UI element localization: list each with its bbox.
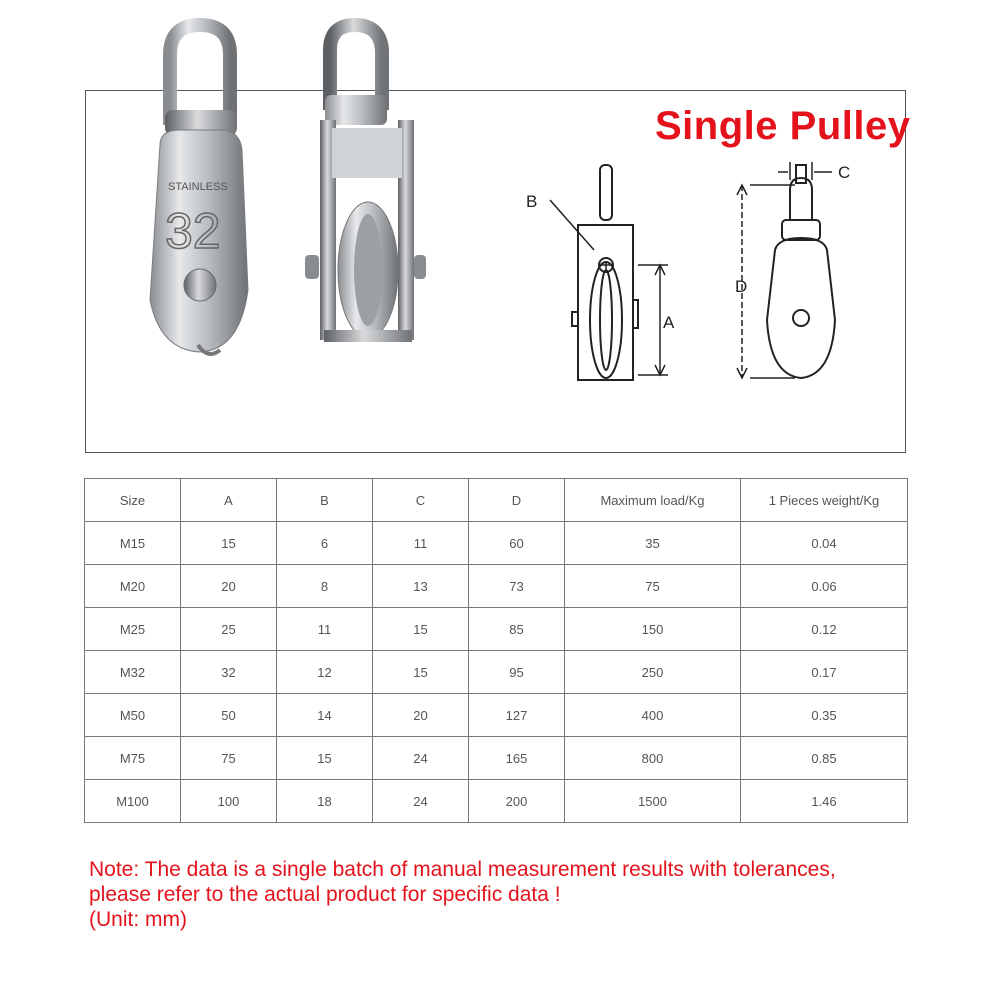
cell-max-load: 75 — [565, 565, 741, 608]
cell-a: 32 — [181, 651, 277, 694]
cell-weight: 0.85 — [741, 737, 908, 780]
cell-max-load: 150 — [565, 608, 741, 651]
cell-b: 18 — [277, 780, 373, 823]
cell-d: 60 — [469, 522, 565, 565]
pulley-side-photo — [305, 25, 426, 342]
cell-size: M75 — [85, 737, 181, 780]
product-photos — [120, 0, 460, 380]
cell-size: M20 — [85, 565, 181, 608]
cell-size: M50 — [85, 694, 181, 737]
cell-max-load: 1500 — [565, 780, 741, 823]
cell-c: 24 — [373, 737, 469, 780]
cell-weight: 0.06 — [741, 565, 908, 608]
cell-b: 12 — [277, 651, 373, 694]
table-row — [85, 565, 908, 608]
cell-a: 15 — [181, 522, 277, 565]
cell-d: 200 — [469, 780, 565, 823]
note-line-1: Note: The data is a single batch of manual measurement results with tolerances, — [89, 858, 836, 881]
cell-d: 95 — [469, 651, 565, 694]
cell-weight: 1.46 — [741, 780, 908, 823]
header-max-load: Maximum load/Kg — [565, 479, 741, 522]
cell-c: 15 — [373, 651, 469, 694]
cell-d: 73 — [469, 565, 565, 608]
cell-a: 75 — [181, 737, 277, 780]
cell-b: 6 — [277, 522, 373, 565]
table-row — [85, 694, 908, 737]
label-d: D — [735, 277, 748, 296]
cell-size: M100 — [85, 780, 181, 823]
cell-c: 13 — [373, 565, 469, 608]
header-d: D — [469, 479, 565, 522]
technical-drawings — [520, 150, 890, 400]
cell-max-load: 800 — [565, 737, 741, 780]
cell-max-load: 35 — [565, 522, 741, 565]
cell-d: 85 — [469, 608, 565, 651]
header-c: C — [373, 479, 469, 522]
label-c: C — [838, 163, 851, 182]
cell-weight: 0.12 — [741, 608, 908, 651]
cell-weight: 0.35 — [741, 694, 908, 737]
header-b: B — [277, 479, 373, 522]
stamp-number: 32 — [165, 203, 221, 259]
cell-weight: 0.17 — [741, 651, 908, 694]
spec-table — [84, 478, 908, 823]
cell-a: 25 — [181, 608, 277, 651]
cell-c: 20 — [373, 694, 469, 737]
cell-b: 15 — [277, 737, 373, 780]
cell-size: M32 — [85, 651, 181, 694]
cell-a: 50 — [181, 694, 277, 737]
note-line-2: please refer to the actual product for specific data ! — [89, 883, 561, 906]
cell-d: 165 — [469, 737, 565, 780]
table-row — [85, 522, 908, 565]
header-size: Size — [85, 479, 181, 522]
cell-b: 14 — [277, 694, 373, 737]
note-unit: (Unit: mm) — [89, 908, 187, 931]
measurement-note — [89, 857, 909, 932]
header-a: A — [181, 479, 277, 522]
front-view-drawing — [737, 162, 835, 378]
page-title: Single Pulley — [655, 104, 911, 148]
header-weight: 1 Pieces weight/Kg — [741, 479, 908, 522]
table-row — [85, 737, 908, 780]
pulley-front-photo — [150, 25, 248, 354]
cell-c: 11 — [373, 522, 469, 565]
cell-size: M15 — [85, 522, 181, 565]
side-view-drawing — [550, 165, 668, 380]
cell-b: 8 — [277, 565, 373, 608]
cell-c: 15 — [373, 608, 469, 651]
table-row — [85, 780, 908, 823]
cell-d: 127 — [469, 694, 565, 737]
cell-max-load: 250 — [565, 651, 741, 694]
cell-a: 20 — [181, 565, 277, 608]
table-row — [85, 608, 908, 651]
label-a: A — [663, 313, 675, 332]
cell-a: 100 — [181, 780, 277, 823]
table-header-row — [85, 479, 908, 522]
stamp-text: STAINLESS — [168, 181, 228, 193]
cell-weight: 0.04 — [741, 522, 908, 565]
cell-c: 24 — [373, 780, 469, 823]
label-b: B — [526, 192, 538, 211]
cell-size: M25 — [85, 608, 181, 651]
table-row — [85, 651, 908, 694]
cell-max-load: 400 — [565, 694, 741, 737]
cell-b: 11 — [277, 608, 373, 651]
